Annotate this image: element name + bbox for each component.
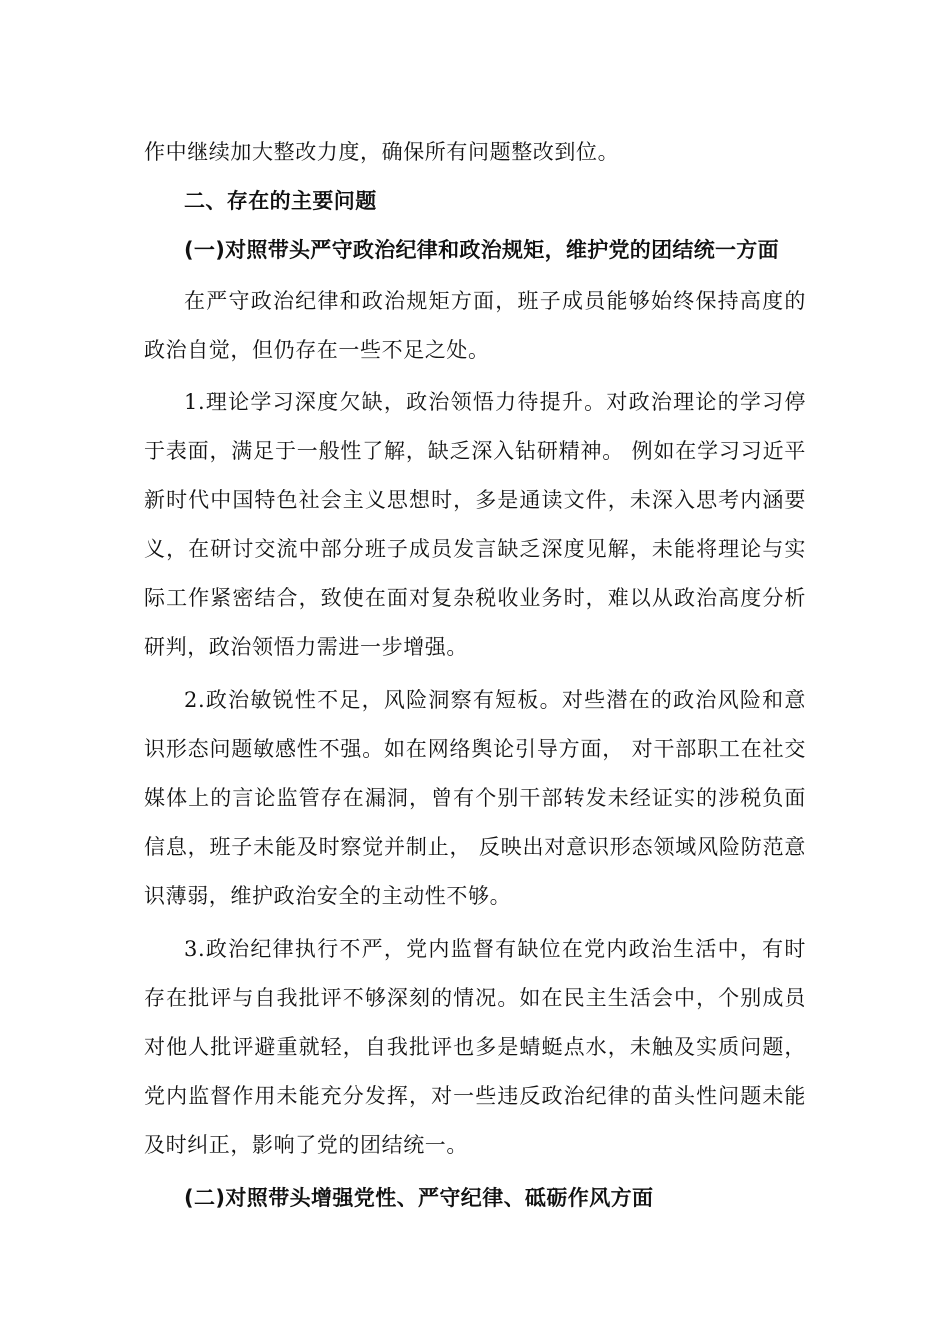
item-1-paragraph: 1.理论学习深度欠缺，政治领悟力待提升。对政治理论的学习停于表面，满足于一般性了解，缺乏深入钻研精神。 例如在学习习近平新时代中国特色社会主义思想时，多是通读文件，未深入思考内涵要义，在研讨交流中部分班子成员发言缺乏深度见解，未能将理论与实际工作紧密结合，致使在面对复杂税收业务时，难以从政治高度分析研判，政治领悟力需进一步增强。: [144, 390, 806, 659]
continuation-paragraph: 作中继续加大整改力度，确保所有问题整改到位。: [144, 140, 620, 164]
item-2-paragraph: 2.政治敏锐性不足，风险洞察有短板。对些潜在的政治风险和意识形态问题敏感性不强。如在网络舆论引导方面， 对干部职工在社交媒体上的言论监管存在漏洞，曾有个别干部转发未经证实的涉税负面信息，班子未能及时察觉并制止， 反映出对意识形态领域风险防范意识薄弱，维护政治安全的主动性不够。: [144, 688, 806, 908]
section-heading: 二、存在的主要问题: [184, 189, 377, 213]
sub-heading-2: (二)对照带头增强党性、严守纪律、砥砺作风方面: [184, 1186, 654, 1210]
intro-paragraph: 在严守政治纪律和政治规矩方面，班子成员能够始终保持高度的政治自觉，但仍存在一些不足之处。: [144, 289, 806, 362]
sub-heading-1: (一)对照带头严守政治纪律和政治规矩，维护党的团结统一方面: [184, 238, 779, 262]
item-3-paragraph: 3.政治纪律执行不严，党内监督有缺位在党内政治生活中，有时存在批评与自我批评不够深刻的情况。如在民主生活会中，个别成员对他人批评避重就轻，自我批评也多是蜻蜓点水，未触及实质问题，党内监督作用未能充分发挥，对一些违反政治纪律的苗头性问题未能及时纠正，影响了党的团结统一。: [144, 937, 806, 1157]
